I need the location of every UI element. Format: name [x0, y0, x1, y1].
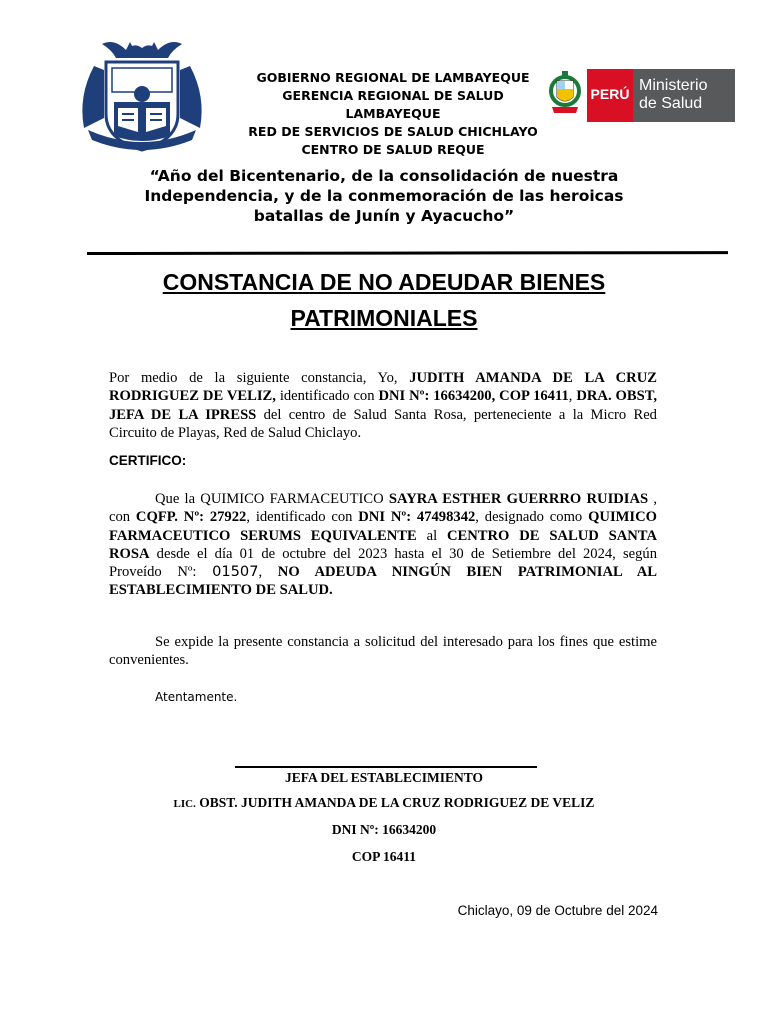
- certification-paragraph: [109, 490, 657, 600]
- header-divider: [87, 251, 728, 255]
- signature-dni: DNI Nº: 16634200: [331, 822, 437, 837]
- peru-national-seal-icon: [546, 69, 584, 121]
- year-motto: [100, 166, 668, 226]
- title-line1: CONSTANCIA DE NO ADEUDAR BIENES: [162, 269, 606, 295]
- motto-line1: “Año del Bicentenario, de la consolidación de nuestra: [149, 167, 619, 185]
- body-text-6: desde el día 01 de octubre del 2023 hasta el 30 de Setiembre del 2024, según Proveído Nº:: [109, 545, 657, 581]
- regional-coat-of-arms-logo: [74, 36, 210, 156]
- body-text-7: ,: [258, 564, 278, 581]
- peru-label: PERÚ: [590, 86, 630, 102]
- proveido-number: 01507: [212, 563, 259, 581]
- intro-text-4: del centro de Salud Santa Rosa, perteneciente a la Micro Red Circuito de Playas, Red de Salud Chiclayo.: [109, 406, 657, 441]
- intro-paragraph: [109, 369, 657, 442]
- ministerio-line2: de Salud: [639, 95, 703, 112]
- signature-position: JEFA DEL ESTABLECIMIENTO: [284, 770, 484, 785]
- body-text-5: al: [416, 527, 447, 544]
- issuer-ids: DNI Nº: 16634200, COP 16411: [378, 388, 569, 405]
- body-text-4: , designado como: [475, 509, 589, 526]
- header-red: RED DE SERVICIOS DE SALUD CHICHLAYO: [248, 124, 538, 139]
- intro-text-3: ,: [568, 388, 577, 405]
- signature-cop: COP 16411: [351, 849, 417, 864]
- intro-text-1: Por medio de la siguiente constancia, Yo,: [109, 370, 410, 386]
- motto-line2: Independencia, y de la conmemoración de las heroicas: [144, 187, 624, 205]
- pharmacist-role: QUIMICO FARMACEUTICO SERUMS EQUIVALENTE: [109, 509, 657, 544]
- body-text-3: , identificado con: [246, 509, 359, 526]
- motto-line3: batallas de Junín y Ayacucho”: [253, 207, 515, 225]
- ministerio-de-salud-logo: [587, 69, 735, 122]
- regards-text: Atentamente.: [155, 690, 238, 704]
- signature-line: [235, 766, 537, 768]
- issuer-name: JUDITH AMANDA DE LA CRUZ RODRIGUEZ DE VELIZ,: [109, 370, 657, 405]
- signature-lic-prefix: LIC.: [173, 798, 196, 810]
- ministerio-line1: Ministerio: [639, 77, 708, 94]
- closing-paragraph: [109, 633, 657, 670]
- signature-name-line: [100, 795, 668, 811]
- pharmacist-dni: DNI Nº: 47498342: [358, 509, 476, 526]
- intro-text-2: identificado con: [275, 388, 379, 405]
- health-center-name: CENTRO DE SALUD SANTA ROSA: [109, 527, 657, 562]
- body-text-2: , con: [109, 491, 658, 526]
- title-line2: PATRIMONIALES: [290, 305, 478, 331]
- header-government: GOBIERNO REGIONAL DE LAMBAYEQUE: [256, 70, 530, 85]
- issuer-role: DRA. OBST, JEFA DE LA IPRESS: [109, 388, 658, 423]
- header-block: [238, 69, 548, 159]
- closing-text: Se expide la presente constancia a solicitud del interesado para los fines que estime convenientes.: [109, 634, 657, 669]
- signature-name: OBST. JUDITH AMANDA DE LA CRUZ RODRIGUEZ DE VELIZ: [195, 795, 595, 810]
- date-place: Chiclayo, 09 de Octubre del 2024: [457, 903, 658, 918]
- header-centro: CENTRO DE SALUD REQUE: [301, 142, 485, 157]
- ministerio-label: [639, 77, 707, 113]
- certifico-heading: CERTIFICO:: [109, 453, 187, 468]
- pharmacist-cqfp: CQFP. Nº: 27922: [135, 509, 247, 526]
- no-debt-statement: NO ADEUDA NINGÚN BIEN PATRIMONIAL AL ESTABLECIMIENTO DE SALUD.: [109, 564, 657, 599]
- document-title: [100, 264, 668, 336]
- pharmacist-name: SAYRA ESTHER GUERRRO RUIDIAS: [388, 491, 649, 507]
- header-gerencia: GERENCIA REGIONAL DE SALUD LAMBAYEQUE: [282, 88, 504, 121]
- body-text-1: Que la QUIMICO FARMACEUTICO: [155, 491, 389, 507]
